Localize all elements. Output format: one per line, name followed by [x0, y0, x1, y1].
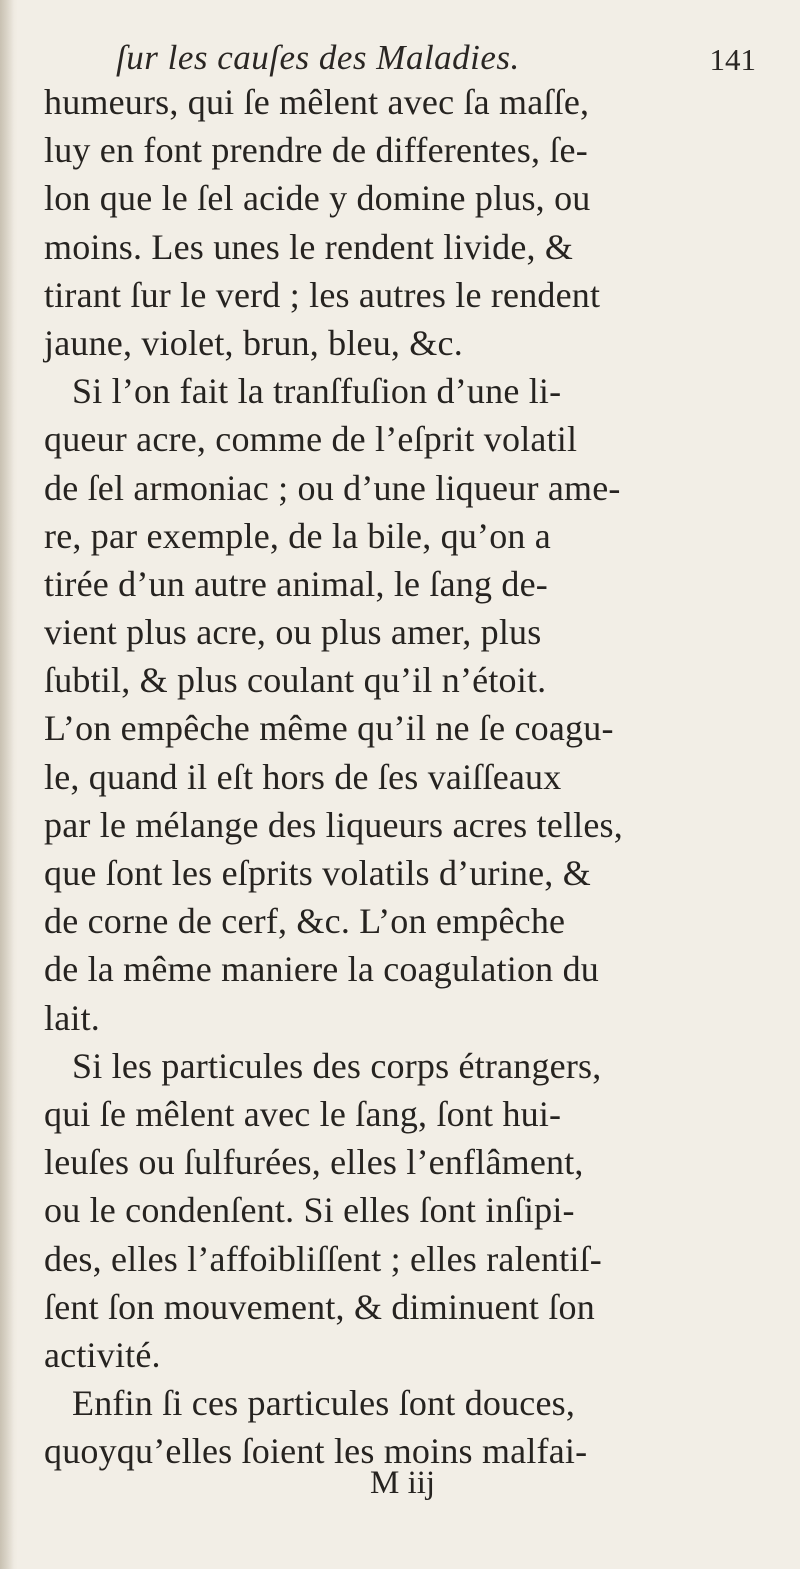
text-line: ſubtil, & plus coulant qu’il n’étoit. — [44, 660, 547, 701]
text-line: qui ſe mêlent avec le ſang, ſont hui- — [44, 1093, 562, 1134]
text-line: tirée d’un autre animal, le ſang de- — [44, 563, 548, 604]
text-line: quoyqu’elles ſoient les moins malfai- — [44, 1431, 588, 1472]
text-line: par le mélange des liqueurs acres telles, — [44, 804, 623, 845]
text-line: luy en font prendre de differentes, ſe- — [44, 130, 588, 171]
page-gutter — [0, 0, 14, 1569]
text-line: ſent ſon mouvement, & diminuent ſon — [44, 1286, 595, 1327]
text-line: lait. — [44, 997, 100, 1038]
body-text — [44, 78, 764, 1475]
paragraph-start-line: Si l’on fait la tranſfuſion d’une li- — [72, 371, 562, 412]
text-line: leuſes ou ſulfurées, elles l’enflâment, — [44, 1142, 584, 1183]
text-line: que ſont les eſprits volatils d’urine, & — [44, 853, 591, 893]
paragraph-start-line: Enfin ſi ces particules ſont douces, — [72, 1383, 576, 1424]
text-line: de la même maniere la coagulation du — [44, 949, 599, 990]
text-line: vient plus acre, ou plus amer, plus — [44, 612, 542, 653]
text-line: re, par exemple, de la bile, qu’on a — [44, 515, 551, 556]
text-line: humeurs, qui ſe mêlent avec ſa maſſe, — [44, 82, 590, 122]
text-line: de ſel armoniac ; ou d’une liqueur ame- — [44, 467, 621, 508]
text-line: de corne de cerf, &c. L’on empêche — [44, 901, 566, 942]
text-line: des, elles l’affoibliſſent ; elles ralentiſ- — [44, 1238, 602, 1279]
text-line: moins. Les unes le rendent livide, & — [44, 226, 574, 267]
running-title: ſur les cauſes des Maladies. — [116, 38, 520, 77]
running-head — [116, 38, 756, 82]
text-line: activité. — [44, 1334, 161, 1375]
signature-mark: M iij — [370, 1465, 436, 1501]
paragraph-start-line: Si les particules des corps étrangers, — [72, 1045, 602, 1086]
text-line: tirant ſur le verd ; les autres le rendent — [44, 274, 601, 315]
text-line: lon que le ſel acide y domine plus, ou — [44, 178, 591, 219]
text-line: queur acre, comme de l’eſprit volatil — [44, 419, 578, 460]
text-line: ou le condenſent. Si elles ſont inſipi- — [44, 1190, 575, 1231]
text-line: L’on empêche même qu’il ne ſe coagu- — [44, 708, 614, 749]
text-line: le, quand il eſt hors de ſes vaiſſeaux — [44, 756, 562, 797]
page-number: 141 — [709, 42, 756, 77]
text-line: jaune, violet, brun, bleu, &c. — [44, 322, 463, 363]
